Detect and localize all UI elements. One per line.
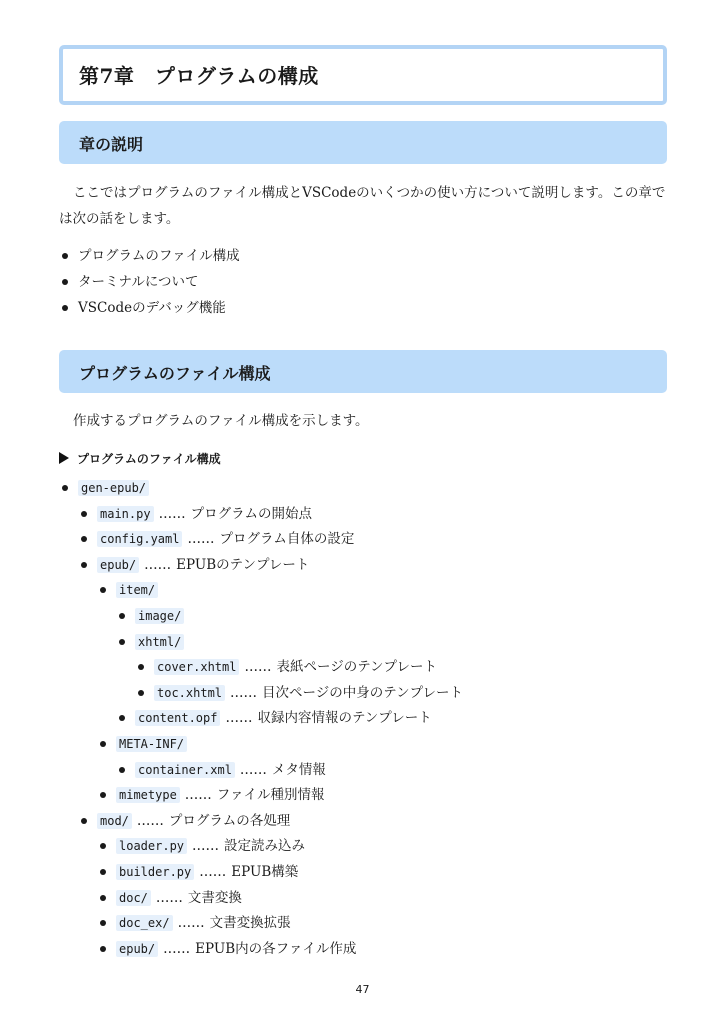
file-tree-item [116, 734, 187, 754]
file-description: EPUB内の各ファイル作成 [195, 940, 357, 957]
file-name: container.xml [135, 762, 235, 778]
file-description: ファイル種別情報 [216, 787, 325, 804]
file-tree-item [154, 657, 437, 677]
file-description: EPUBのテンプレート [176, 556, 310, 573]
file-tree-item [97, 555, 309, 575]
section-heading-bar [59, 350, 667, 393]
chapter-title-box [59, 45, 667, 105]
separator: …… [177, 915, 205, 932]
file-name: mod/ [97, 813, 132, 829]
file-tree-item [135, 760, 326, 780]
figure-caption: プログラムのファイル構成 [59, 450, 221, 467]
file-description: 設定読み込み [224, 838, 306, 855]
file-name: config.yaml [97, 531, 182, 547]
file-tree-item [116, 785, 325, 805]
topic-list-item: プログラムのファイル構成 [78, 248, 240, 264]
triangle-marker-icon [59, 452, 69, 464]
file-name: mimetype [116, 787, 180, 803]
separator: …… [136, 812, 164, 829]
file-tree-item [135, 606, 184, 626]
file-description: プログラムの開始点 [190, 505, 312, 522]
topic-list-item: VSCodeのデバッグ機能 [78, 300, 226, 316]
section-heading: プログラムのファイル構成 [79, 364, 271, 383]
file-description: 収録内容情報のテンプレート [257, 710, 432, 727]
file-tree-item [135, 708, 432, 728]
file-name: cover.xhtml [154, 659, 239, 675]
separator: …… [199, 864, 227, 880]
file-name: loader.py [116, 838, 187, 854]
file-tree-item [116, 888, 242, 908]
file-tree-item [135, 632, 184, 652]
file-tree-item [116, 939, 356, 959]
file-tree-item [116, 913, 291, 933]
file-description: 文書変換拡張 [209, 915, 291, 932]
file-tree-item [97, 504, 312, 524]
file-tree-item [97, 811, 290, 831]
file-name: xhtml/ [135, 634, 184, 650]
separator: …… [184, 787, 212, 804]
separator: …… [230, 684, 258, 701]
file-tree-item [116, 580, 158, 600]
file-description: プログラムの各処理 [168, 812, 291, 829]
intro-paragraph: ここではプログラムのファイル構成とVSCodeのいくつかの使い方について説明します。この章では次の話をします。 [59, 185, 666, 227]
chapter-title: 第7章 プログラムの構成 [79, 64, 319, 88]
separator: …… [239, 761, 267, 778]
separator: …… [225, 710, 253, 727]
file-tree-item [154, 683, 463, 703]
file-name: builder.py [116, 864, 194, 880]
file-name: epub/ [97, 557, 139, 573]
file-name: toc.xhtml [154, 685, 225, 701]
section-heading: 章の説明 [79, 135, 144, 154]
file-name: image/ [135, 608, 184, 624]
separator: …… [158, 505, 186, 522]
file-description: 表紙ページのテンプレート [276, 659, 437, 676]
topic-list-item: ターミナルについて [78, 274, 199, 290]
separator: …… [155, 889, 183, 906]
separator: …… [144, 556, 172, 573]
file-name: epub/ [116, 941, 158, 957]
file-name: doc/ [116, 890, 151, 906]
file-tree-item [78, 478, 149, 498]
file-tree-item [116, 862, 298, 882]
file-description: 目次ページの中身のテンプレート [262, 684, 464, 701]
file-name: doc_ex/ [116, 915, 173, 931]
file-name: content.opf [135, 710, 220, 726]
file-tree-item [97, 529, 354, 549]
file-name: item/ [116, 582, 158, 598]
separator: …… [163, 940, 191, 957]
file-name: META-INF/ [116, 736, 187, 752]
separator: …… [187, 531, 215, 548]
page-number: 47 [355, 983, 370, 996]
file-description: プログラム自体の設定 [219, 531, 355, 548]
file-description: メタ情報 [271, 761, 326, 778]
file-name: gen-epub/ [78, 480, 149, 496]
file-tree-item [116, 836, 305, 856]
file-structure-intro: 作成するプログラムのファイル構成を示します。 [73, 413, 369, 429]
separator: …… [192, 838, 220, 855]
file-name: main.py [97, 506, 154, 522]
separator: …… [244, 659, 272, 676]
file-description: 文書変換 [187, 889, 242, 906]
file-description: EPUB構築 [231, 864, 299, 880]
section-heading-bar [59, 121, 667, 164]
